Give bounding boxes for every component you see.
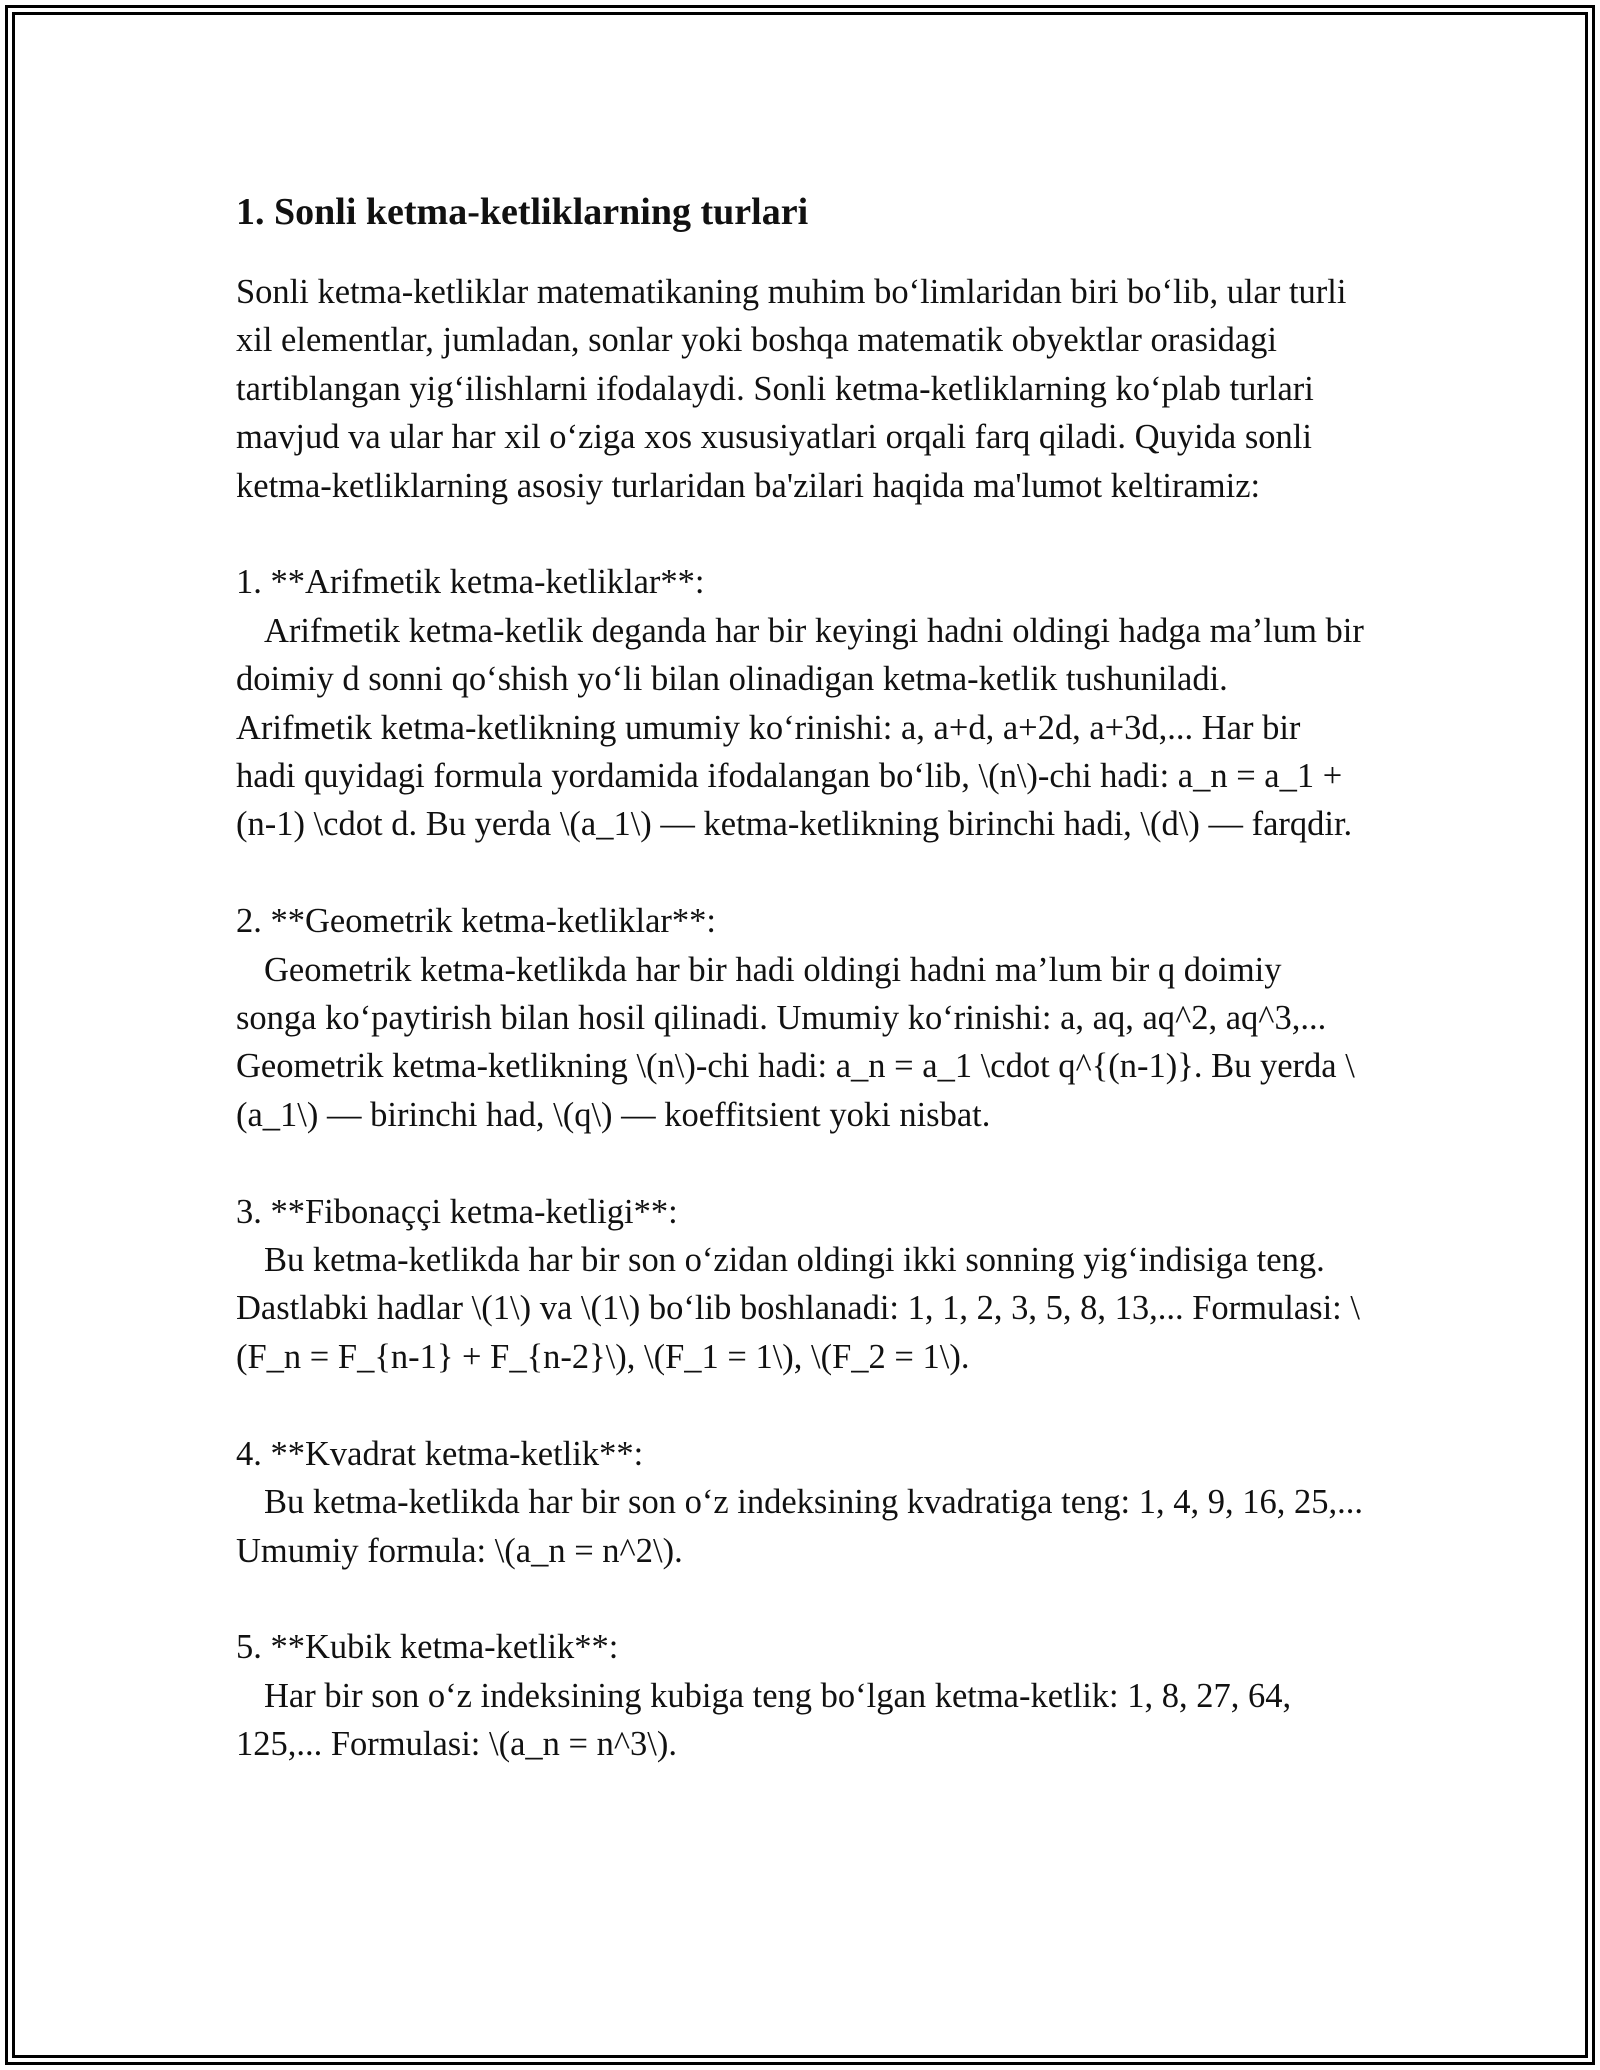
list-item-text: Geometrik ketma-ketlikda har bir hadi oldingi hadni ma’lum bir q doimiy songa ko‘paytirish bilan hosil qilinadi. Umumiy ko‘rinishi: a, aq, aq^2, aq^3,... Geometrik ketma-ketlikning \(n\)-chi hadi: a_n = a_1 \cdot q^{(n-1)}. Bu yerda \(a_1\) — birinchi had, \(q\) — koeffitsient yoki nisbat. (236, 950, 1355, 1134)
list-item-geometric (236, 897, 1366, 1139)
list-item-arithmetic (236, 558, 1366, 848)
list-item-title: 3. **Fibonaççi ketma-ketligi**: (236, 1192, 678, 1231)
list-item-title: 4. **Kvadrat ketma-ketlik**: (236, 1434, 644, 1473)
list-item-body (236, 946, 1366, 1140)
list-item-text: Bu ketma-ketlikda har bir son o‘zidan oldingi ikki sonning yig‘indisiga teng. Dastlabki hadlar \(1\) va \(1\) bo‘lib boshlanadi: 1, 1, 2, 3, 5, 8, 13,... Formulasi: \(F_n = F_{n-1} + F_{n-2}\), \(F_1 = 1\), \(F_2 = 1\). (236, 1241, 1360, 1376)
document-body (236, 186, 1366, 1769)
list-item-cubic (236, 1623, 1366, 1768)
list-item-title: 1. **Arifmetik ketma-ketliklar**: (236, 563, 705, 602)
list-item-fibonacci (236, 1188, 1366, 1382)
list-item-text: Bu ketma-ketlikda har bir son o‘z indeksining kvadratiga teng: 1, 4, 9, 16, 25,... Umumiy formula: \(a_n = n^2\). (236, 1483, 1363, 1570)
list-item-title: 2. **Geometrik ketma-ketliklar**: (236, 902, 716, 941)
list-item-text: Arifmetik ketma-ketlik deganda har bir keyingi hadni oldingi hadga ma’lum bir doimiy d sonni qo‘shish yo‘li bilan olinadigan ketma-ketlik tushuniladi. Arifmetik ketma-ketlikning umumiy ko‘rinishi: a, a+d, a+2d, a+3d,... Har bir hadi quyidagi formula yordamida ifodalangan bo‘lib, \(n\)-chi hadi: a_n = a_1 + (n-1) \cdot d. Bu yerda \(a_1\) — ketma-ketlikning birinchi hadi, \(d\) — farqdir. (236, 611, 1364, 844)
list-item-body (236, 1478, 1366, 1575)
list-item-body (236, 607, 1366, 849)
list-item-square (236, 1430, 1366, 1575)
intro-paragraph: Sonli ketma-ketliklar matematikaning muhim bo‘limlaridan biri bo‘lib, ular turli xil elementlar, jumladan, sonlar yoki boshqa matematik obyektlar orasidagi tartiblangan yig‘ilishlarni ifodalaydi. Sonli ketma-ketliklarning ko‘plab turlari mavjud va ular har xil o‘ziga xos xususiyatlari orqali farq qiladi. Quyida sonli ketma-ketliklarning asosiy turlaridan ba'zilari haqida ma'lumot keltiramiz: (236, 273, 1347, 505)
list-item-title: 5. **Kubik ketma-ketlik**: (236, 1628, 619, 1667)
section-heading: 1. Sonli ketma-ketliklarning turlari (236, 191, 809, 233)
list-item-text: Har bir son o‘z indeksining kubiga teng bo‘lgan ketma-ketlik: 1, 8, 27, 64, 125,... Formulasi: \(a_n = n^3\). (236, 1676, 1292, 1764)
list-item-body (236, 1672, 1366, 1769)
list-item-body (236, 1236, 1366, 1381)
